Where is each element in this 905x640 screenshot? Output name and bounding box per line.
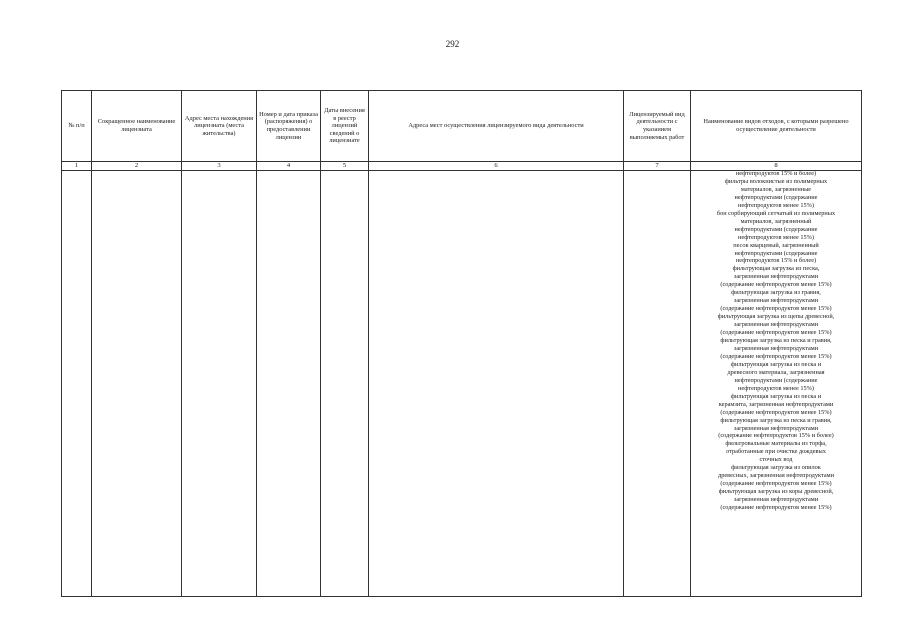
waste-type-line: нефтепродуктами (содержание — [734, 376, 818, 384]
waste-type-line: древесных, загрязненная нефтепродуктами — [718, 472, 834, 480]
column-number: 3 — [182, 162, 257, 171]
waste-type-line: бон сорбирующий сетчатый из полимерных — [716, 209, 836, 217]
waste-type-line: нефтепродуктов 15% и более) — [735, 257, 817, 265]
header-cell-activity-addresses: Адреса мест осуществления лицензируемого вида деятельности — [369, 91, 624, 162]
waste-type-line: (содержание нефтепродуктов менее 15%) — [720, 352, 832, 360]
waste-type-line: фильтрующая загрузка из опилок — [731, 464, 821, 472]
column-number: 8 — [691, 162, 862, 171]
waste-type-line: нефтепродуктами (содержание — [734, 249, 818, 257]
waste-type-line: фильтрующая загрузка из коры древесной, — [718, 488, 834, 496]
waste-type-line: керамзита, загрязненная нефтепродуктами — [718, 400, 834, 408]
waste-type-line: материалов, загрязненный — [740, 217, 812, 225]
cell-registry-dates — [321, 171, 369, 597]
waste-type-line: загрязненная нефтепродуктами — [733, 297, 819, 305]
header-cell-waste-types: Наименование видов отходов, с которыми разрешено осуществление деятельности — [691, 91, 862, 162]
header-cell-number: № п/п — [62, 91, 92, 162]
waste-type-line: материалов, загрязненные — [740, 185, 812, 193]
waste-type-line: песок кварцевый, загрязненный — [733, 241, 819, 249]
cell-activity-type — [624, 171, 691, 597]
waste-type-line: фильтрующая загрузка из гравия, — [731, 289, 821, 297]
page-number: 292 — [445, 39, 460, 49]
waste-type-line: фильтрующая загрузка из щепы древесной, — [717, 313, 835, 321]
waste-type-line: фильтрующая загрузка из песка и — [730, 392, 822, 400]
column-number: 6 — [369, 162, 624, 171]
waste-type-line: нефтепродуктов менее 15%) — [738, 233, 814, 241]
waste-type-line: нефтепродуктами (содержание — [734, 225, 818, 233]
waste-type-line: (содержание нефтепродуктов 15% и более) — [718, 432, 834, 440]
table-row — [62, 171, 862, 597]
waste-type-line: (содержание нефтепродуктов менее 15%) — [720, 480, 832, 488]
column-number: 5 — [321, 162, 369, 171]
header-cell-licensee-address: Адрес места нахождения лицензиата (места жительства) — [182, 91, 257, 162]
header-cell-order: Номер и дата приказа (распоряжения) о предоставлении лицензии — [257, 91, 321, 162]
waste-type-line: (содержание нефтепродуктов менее 15%) — [720, 281, 832, 289]
header-cell-licensee-name: Сокращенное наименование лицензиата — [92, 91, 182, 162]
waste-type-line: нефтепродуктов менее 15%) — [738, 201, 814, 209]
waste-type-line: загрязненная нефтепродуктами — [733, 273, 819, 281]
column-number: 2 — [92, 162, 182, 171]
waste-type-line: нефтепродуктов менее 15%) — [738, 384, 814, 392]
header-cell-registry-dates: Даты внесения в реестр лицензий сведений о лицензиате — [321, 91, 369, 162]
cell-licensee-name — [92, 171, 182, 597]
waste-type-line: фильтрующая загрузка из песка и гравия, — [720, 416, 832, 424]
waste-type-line: фильтрующая загрузка из песка, — [732, 265, 820, 273]
header-row — [62, 91, 862, 162]
waste-type-line: сточных вод — [759, 456, 793, 464]
waste-type-line: (содержание нефтепродуктов менее 15%) — [720, 408, 832, 416]
waste-type-line: (содержание нефтепродуктов менее 15%) — [720, 329, 832, 337]
cell-activity-addresses — [369, 171, 624, 597]
waste-type-line: нефтепродуктами (содержание — [734, 193, 818, 201]
license-registry-table — [61, 90, 862, 597]
header-cell-activity-type: Лицензируемый вид деятельности с указанием выполняемых работ — [624, 91, 691, 162]
waste-type-line: загрязненная нефтепродуктами — [733, 424, 819, 432]
cell-waste-types — [691, 171, 862, 597]
waste-type-line: загрязненная нефтепродуктами — [733, 344, 819, 352]
waste-type-line: (содержание нефтепродуктов менее 15%) — [720, 305, 832, 313]
waste-type-line: фильтры волокнистые из полимерных — [724, 177, 828, 185]
cell-order — [257, 171, 321, 597]
column-number: 7 — [624, 162, 691, 171]
column-number: 4 — [257, 162, 321, 171]
waste-type-line: фильтровальные материалы из торфа, — [725, 440, 827, 448]
cell-number — [62, 171, 92, 597]
waste-type-line: фильтрующая загрузка из песка и — [730, 360, 822, 368]
waste-type-line: загрязненная нефтепродуктами — [733, 496, 819, 504]
waste-type-line: древесного материала, загрязненная — [727, 368, 825, 376]
waste-type-line: отработанные при очистке дождевых — [726, 448, 826, 456]
cell-licensee-address — [182, 171, 257, 597]
waste-type-line: (содержание нефтепродуктов менее 15%) — [720, 504, 832, 512]
waste-type-line: загрязненная нефтепродуктами — [733, 321, 819, 329]
waste-type-line: нефтепродуктов 15% и более) — [735, 170, 817, 177]
column-number: 1 — [62, 162, 92, 171]
waste-type-line: фильтрующая загрузка из песка и гравия, — [720, 337, 832, 345]
waste-types-list — [691, 170, 861, 512]
